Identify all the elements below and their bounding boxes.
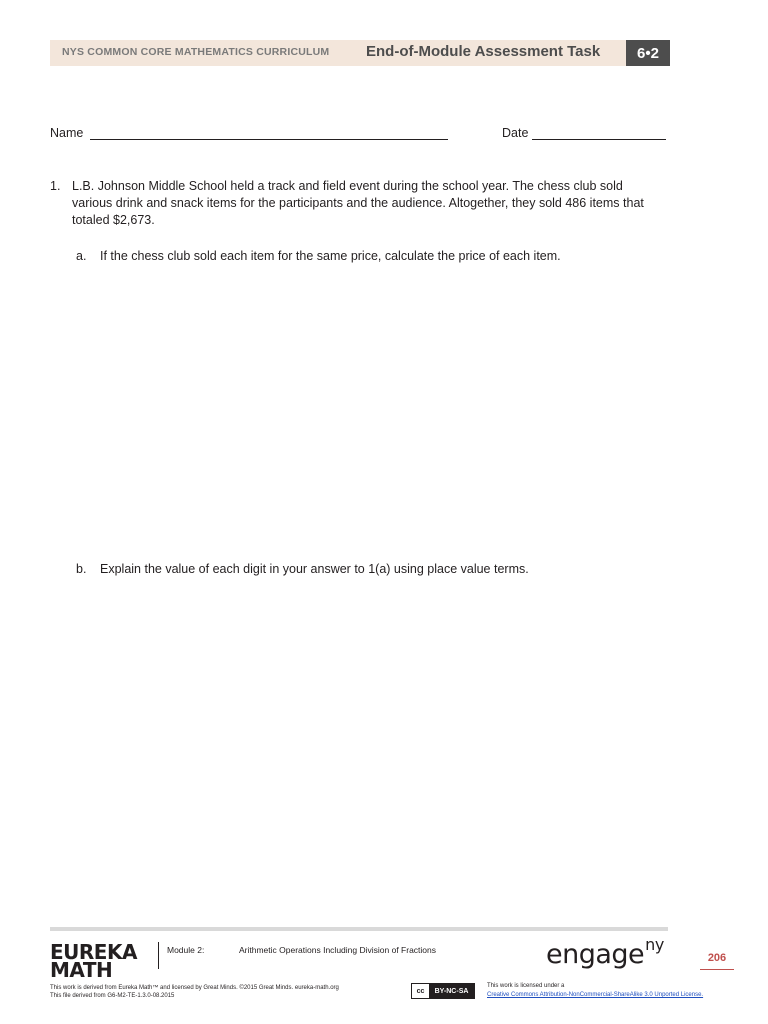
task-title: End-of-Module Assessment Task [366, 43, 601, 60]
name-label: Name [50, 126, 84, 140]
question-line-1: L.B. Johnson Middle School held a track and field event during the school year. The chess club sold [72, 179, 623, 193]
credit-line-1: This work is derived from Eureka Math™ and licensed by Great Minds. ©2015 Great Minds. eureka-math.org [50, 985, 339, 991]
engageny-logo [546, 935, 664, 970]
name-field[interactable] [90, 139, 448, 140]
cc-license-badge[interactable] [411, 983, 475, 999]
cc-license-label: BY-NC-SA [429, 984, 474, 998]
page-number: 206 [707, 952, 727, 964]
footer-bar [50, 927, 668, 931]
module-label: Module 2: [167, 945, 205, 955]
license-link[interactable] [487, 992, 703, 998]
question-line-3: totaled $2,673. [72, 213, 155, 227]
date-field[interactable] [532, 139, 666, 140]
module-title: Arithmetic Operations Including Division of Fractions [239, 945, 436, 955]
question-line-2: various drink and snack items for the participants and the audience. Altogether, they sold 486 items that [72, 196, 644, 210]
question-number: 1. [50, 179, 61, 193]
part-b-prompt: Explain the value of each digit in your answer to 1(a) using place value terms. [100, 562, 529, 576]
footer-divider [158, 942, 159, 969]
date-label: Date [502, 126, 529, 140]
engage-wordmark: engage [546, 939, 645, 970]
credit-line-2: This file derived from G6-M2-TE-1.3.0-08.2015 [50, 993, 175, 999]
cc-icon: cc [412, 984, 429, 998]
page-number-rule [700, 969, 734, 970]
logo-line-math: MATH [50, 958, 113, 982]
logo-line-eureka: EUREKA [50, 940, 137, 964]
part-a-answer-area[interactable] [72, 272, 668, 542]
part-b-letter: b. [76, 562, 87, 576]
part-a-prompt: If the chess club sold each item for the same price, calculate the price of each item. [100, 249, 561, 263]
license-link-text[interactable]: Creative Commons Attribution-NonCommercial-ShareAlike 3.0 Unported License. [487, 992, 704, 998]
license-text: This work is licensed under a [487, 983, 565, 989]
part-b-answer-area[interactable] [72, 585, 668, 905]
engage-superscript: ny [645, 935, 664, 954]
grade-module-badge: 6•2 [626, 40, 670, 66]
part-a-letter: a. [76, 249, 87, 263]
curriculum-label: NYS COMMON CORE MATHEMATICS CURRICULUM [62, 46, 330, 58]
eureka-math-logo [50, 940, 137, 982]
